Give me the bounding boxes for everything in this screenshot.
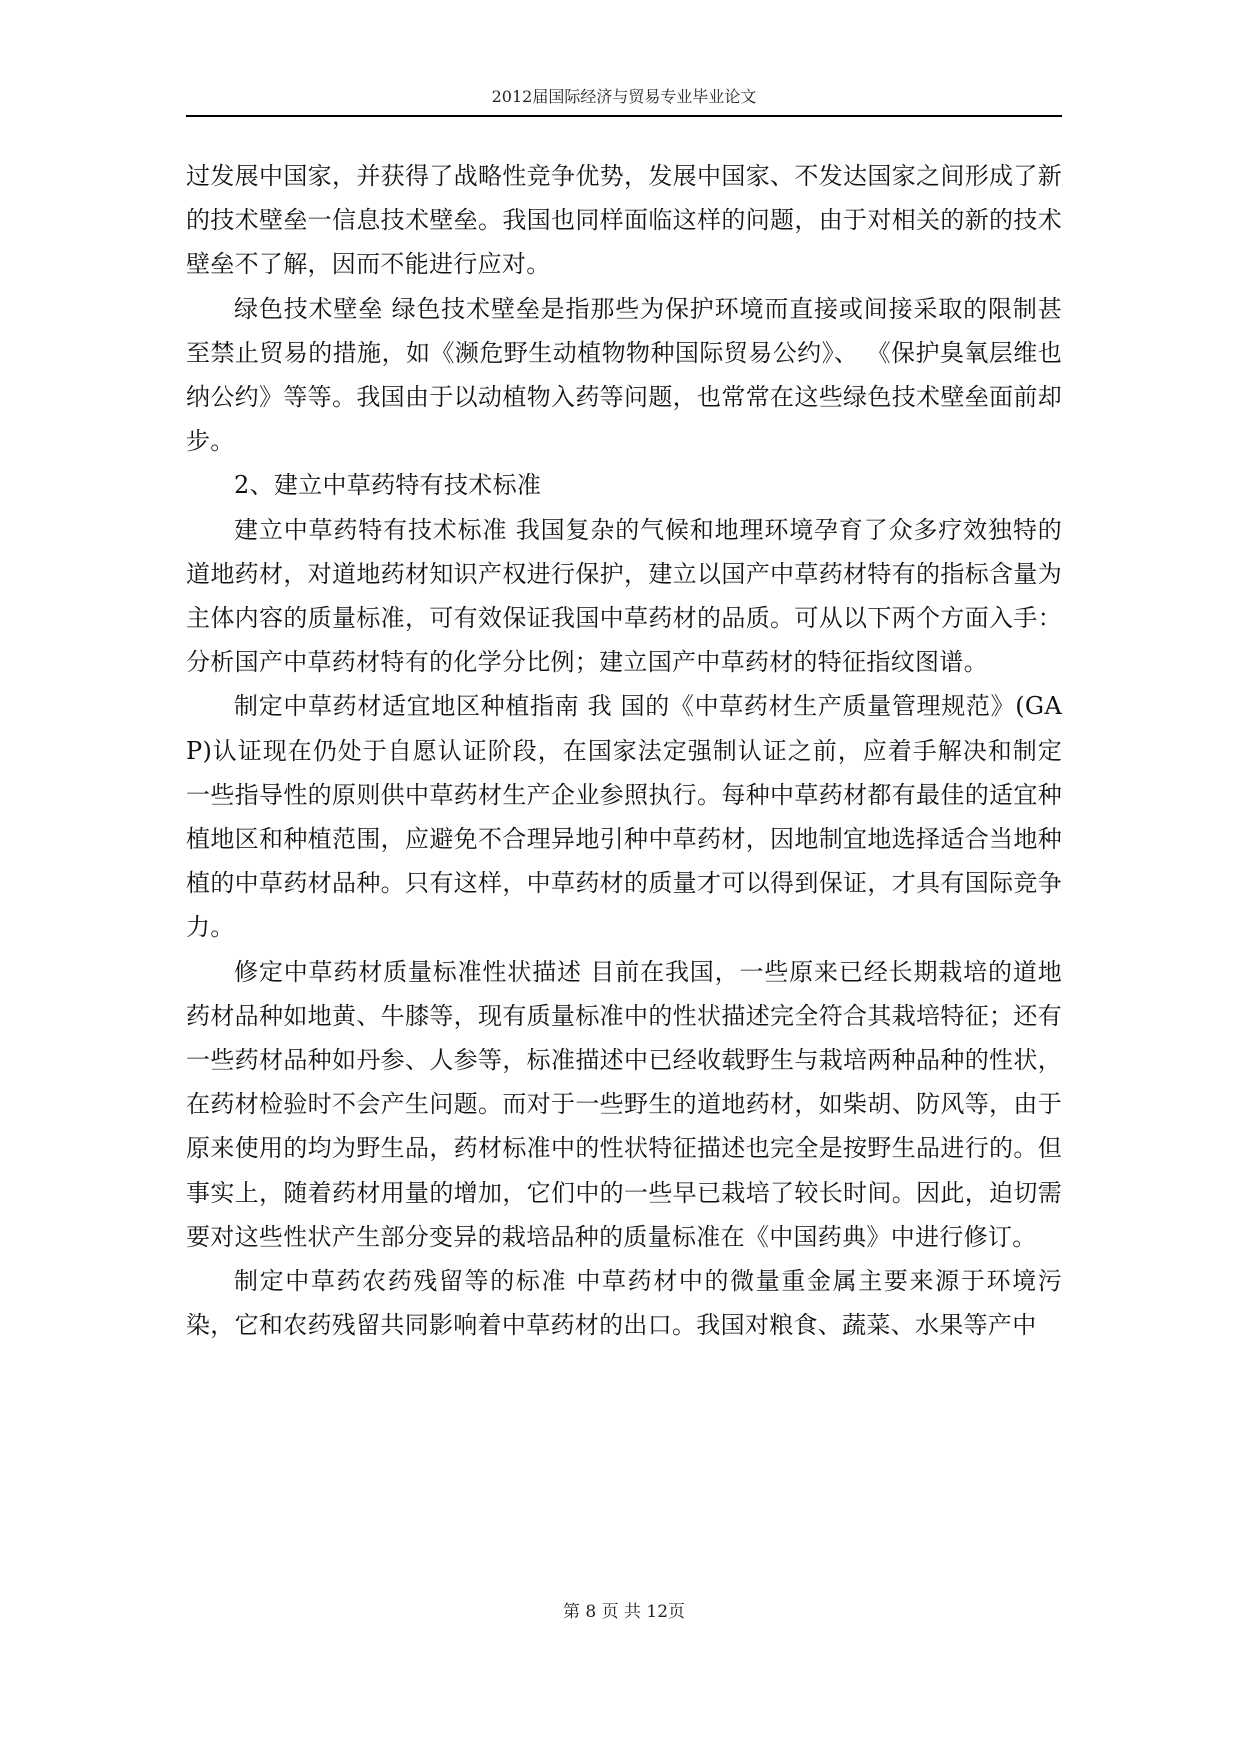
paragraph-green-barrier: 绿色技术壁垒 绿色技术壁垒是指那些为保护环境而直接或间接采取的限制甚至禁止贸易的措施，如《濒危野生动植物物种国际贸易公约》、 《保护臭氧层维也纳公约》等等。我国由于以动植物入药等问题，也常常在这些绿色技术壁垒面前却步。 [186,294,1062,456]
header-rule [186,115,1062,117]
paragraph-pesticide-residue: 制定中草药农药残留等的标准 中草药材中的微量重金属主要来源于环境污染，它和农药残留共同影响着中草药材的出口。我国对粮食、蔬菜、水果等产中 [186,1267,1062,1340]
page-footer: 第 8 页 共 12页 [562,1602,686,1622]
paragraph-planting-guide: 制定中草药材适宜地区种植指南 我 国的《中草药材生产质量管理规范》(GAP)认证现在仍处于自愿认证阶段，在国家法定强制认证之前，应着手解决和制定一些指导性的原则供中草药材生产企业参照执行。每种中草药材都有最佳的适宜种植地区和种植范围，应避免不合理异地引种中草药材，因地制宜地选择适合当地种植的中草药材品种。只有这样，中草药材的质量才可以得到保证，才具有国际竞争力。 [186,692,1062,942]
body-text [186,154,1062,1347]
section-heading: 2、建立中草药特有技术标准 [234,471,542,500]
paragraph-standards: 建立中草药特有技术标准 我国复杂的气候和地理环境孕育了众多疗效独特的道地药材，对道地药材知识产权进行保护，建立以国产中草药材特有的指标含量为主体内容的质量标准，可有效保证我国中草药材的品质。可从以下两个方面入手：分析国产中草药材特有的化学分比例；建立国产中草药材的特征指纹图谱。 [186,515,1062,677]
paragraph-trait-description: 修定中草药材质量标准性状描述 目前在我国，一些原来已经长期栽培的道地药材品种如地黄、牛膝等，现有质量标准中的性状描述完全符合其栽培特征；还有一些药材品种如丹参、人参等，标准描述中已经收载野生与栽培两种品种的性状，在药材检验时不会产生问题。而对于一些野生的道地药材，如柴胡、防风等，由于原来使用的均为野生品，药材标准中的性状特征描述也完全是按野生品进行的。但事实上，随着药材用量的增加，它们中的一些早已栽培了较长时间。因此，迫切需要对这些性状产生部分变异的栽培品种的质量标准在《中国药典》中进行修订。 [186,957,1062,1251]
page-header: 2012届国际经济与贸易专业毕业论文 [491,87,757,106]
paragraph-continuation: 过发展中国家，并获得了战略性竞争优势，发展中国家、不发达国家之间形成了新的技术壁垒一信息技术壁垒。我国也同样面临这样的问题，由于对相关的新的技术壁垒不了解，因而不能进行应对。 [186,162,1062,279]
